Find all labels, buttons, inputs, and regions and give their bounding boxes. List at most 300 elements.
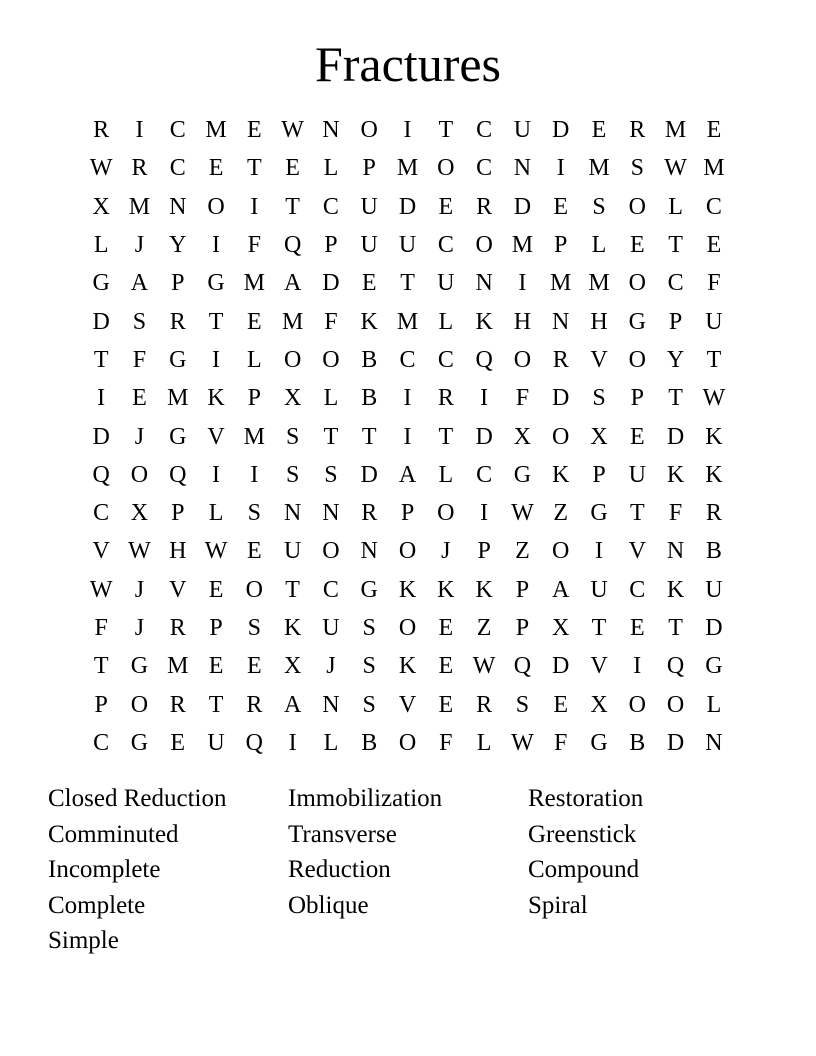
grid-letter: P	[247, 385, 262, 412]
grid-letter: O	[398, 729, 417, 756]
grid-row	[82, 264, 733, 302]
grid-letter: O	[322, 346, 340, 373]
grid-letter: E	[438, 653, 454, 680]
grid-letter: M	[205, 117, 227, 144]
grid-letter: E	[208, 653, 224, 680]
grid-letter: D	[666, 423, 685, 450]
grid-letter: U	[322, 615, 340, 641]
grid-letter: H	[513, 308, 532, 335]
grid-letter: P	[400, 500, 415, 527]
grid-letter: I	[480, 385, 489, 412]
grid-letter: C	[705, 193, 722, 220]
grid-letter: L	[247, 346, 262, 373]
grid-letter: R	[246, 691, 263, 718]
grid-letter: J	[441, 538, 451, 565]
grid-letter: T	[285, 193, 300, 220]
grid-letter: T	[208, 691, 224, 718]
grid-letter: R	[476, 691, 493, 718]
grid-row	[82, 379, 733, 417]
grid-letter: E	[591, 117, 607, 144]
grid-letter: W	[664, 155, 687, 182]
grid-letter: G	[590, 500, 608, 527]
grid-letter: I	[518, 270, 527, 297]
grid-letter: R	[705, 500, 722, 527]
grid-letter: O	[398, 538, 417, 565]
grid-letter: I	[288, 729, 297, 756]
grid-letter: S	[324, 461, 338, 488]
grid-row	[82, 302, 733, 340]
grid-letter: K	[666, 576, 685, 603]
word-list-item: Closed Reduction	[48, 785, 227, 812]
grid-letter: E	[247, 538, 262, 565]
grid-letter: S	[362, 615, 376, 641]
grid-letter: M	[243, 270, 265, 297]
grid-letter: F	[439, 729, 453, 756]
grid-letter: L	[323, 385, 339, 412]
grid-letter: W	[511, 500, 534, 527]
grid-letter: I	[212, 461, 221, 488]
grid-letter: U	[207, 729, 225, 756]
grid-row	[82, 341, 733, 379]
grid-letter: D	[666, 729, 685, 756]
grid-letter: G	[207, 270, 225, 297]
grid-letter: L	[438, 308, 454, 335]
grid-row	[82, 226, 733, 264]
grid-letter: E	[629, 232, 645, 259]
grid-letter: D	[552, 385, 570, 412]
grid-letter: L	[323, 155, 339, 182]
grid-letter: E	[247, 117, 262, 144]
grid-letter: C	[476, 155, 493, 182]
grid-letter: P	[171, 500, 185, 527]
grid-letter: B	[361, 729, 378, 756]
grid-letter: T	[285, 576, 300, 603]
grid-letter: P	[668, 308, 683, 335]
grid-letter: A	[552, 576, 570, 603]
grid-letter: V	[628, 538, 646, 565]
grid-letter: O	[437, 155, 455, 182]
grid-letter: M	[396, 308, 419, 335]
grid-letter: G	[169, 423, 187, 450]
grid-letter: D	[322, 270, 340, 297]
grid-letter: G	[513, 461, 532, 488]
grid-letter: O	[360, 117, 378, 144]
grid-letter: E	[208, 576, 224, 603]
grid-letter: G	[130, 729, 149, 756]
grid-row	[82, 532, 733, 570]
grid-letter: M	[167, 653, 189, 680]
grid-letter: L	[323, 729, 339, 756]
grid-letter: L	[208, 500, 224, 527]
grid-letter: E	[553, 193, 569, 220]
grid-letter: E	[285, 155, 300, 182]
grid-letter: R	[476, 193, 493, 220]
grid-letter: I	[403, 385, 412, 412]
grid-letter: N	[552, 308, 570, 335]
grid-letter: N	[360, 538, 378, 565]
grid-letter: S	[592, 193, 606, 220]
grid-letter: K	[207, 385, 225, 412]
grid-letter: S	[247, 500, 262, 527]
word-list-item: Restoration	[528, 785, 644, 812]
grid-letter: F	[554, 729, 568, 756]
grid-letter: K	[475, 308, 493, 335]
grid-letter: E	[170, 729, 186, 756]
grid-letter: I	[480, 500, 489, 527]
grid-letter: I	[633, 653, 642, 680]
word-list-item: Oblique	[288, 891, 369, 919]
grid-letter: S	[247, 615, 262, 641]
grid-letter: G	[628, 308, 646, 335]
grid-letter: K	[437, 576, 455, 603]
grid-letter: K	[705, 461, 723, 488]
grid-letter: D	[513, 193, 532, 220]
grid-letter: S	[515, 691, 530, 718]
grid-letter: L	[668, 193, 683, 220]
grid-letter: K	[398, 576, 417, 603]
grid-letter: I	[595, 538, 603, 565]
grid-letter: P	[209, 615, 223, 641]
grid-letter: O	[245, 576, 263, 603]
grid-letter: D	[92, 308, 110, 335]
grid-letter: U	[360, 193, 378, 220]
grid-letter: W	[472, 653, 496, 680]
grid-letter: O	[130, 461, 149, 488]
grid-letter: D	[398, 193, 417, 220]
grid-letter: P	[630, 385, 644, 412]
grid-letter: Z	[515, 538, 530, 565]
grid-letter: N	[283, 500, 302, 527]
grid-letter: J	[134, 232, 145, 259]
grid-letter: P	[362, 155, 376, 182]
word-list	[48, 781, 768, 959]
grid-row	[82, 188, 733, 226]
grid-letter: K	[705, 423, 723, 450]
grid-letter: U	[628, 461, 646, 488]
grid-row	[82, 417, 733, 455]
grid-letter: R	[361, 500, 378, 527]
grid-letter: O	[475, 232, 493, 259]
grid-letter: T	[668, 615, 683, 641]
grid-letter: J	[134, 576, 145, 603]
grid-letter: U	[437, 270, 455, 297]
grid-letter: I	[212, 346, 221, 373]
grid-letter: P	[515, 615, 530, 641]
grid-letter: A	[130, 270, 149, 297]
word-list-item: Greenstick	[528, 820, 637, 848]
grid-letter: O	[628, 193, 646, 220]
grid-letter: S	[592, 385, 606, 412]
grid-letter: O	[283, 346, 302, 373]
grid-letter: M	[550, 270, 572, 297]
grid-letter: I	[250, 193, 259, 220]
grid-letter: F	[707, 270, 721, 297]
grid-letter: I	[403, 117, 412, 144]
grid-letter: F	[515, 385, 530, 412]
grid-letter: V	[398, 691, 417, 718]
grid-letter: P	[171, 270, 185, 297]
grid-letter: D	[552, 117, 570, 144]
grid-letter: O	[398, 615, 417, 641]
grid-letter: V	[92, 538, 110, 565]
grid-letter: C	[169, 155, 186, 182]
grid-letter: C	[169, 117, 186, 144]
grid-letter: N	[169, 193, 187, 220]
word-list-item: Simple	[48, 927, 119, 954]
word-list-item: Transverse	[288, 820, 397, 848]
grid-letter: M	[588, 155, 610, 182]
grid-letter: W	[281, 117, 304, 144]
grid-letter: O	[552, 538, 570, 565]
grid-letter: M	[588, 270, 610, 297]
grid-letter: Z	[476, 615, 492, 641]
grid-letter: Q	[245, 729, 263, 756]
grid-letter: Q	[283, 232, 302, 259]
word-list-item: Complete	[48, 891, 146, 919]
grid-letter: M	[243, 423, 265, 450]
grid-letter: M	[281, 308, 304, 335]
grid-letter: C	[93, 729, 110, 756]
grid-letter: F	[94, 615, 108, 641]
grid-letter: M	[511, 232, 534, 259]
grid-letter: T	[629, 500, 645, 527]
grid-letter: T	[438, 117, 454, 144]
grid-letter: W	[128, 538, 151, 565]
grid-letter: S	[630, 155, 644, 182]
grid-letter: N	[322, 500, 340, 527]
grid-letter: C	[667, 270, 684, 297]
grid-letter: M	[167, 385, 189, 412]
grid-letter: J	[134, 615, 145, 641]
grid-letter: O	[628, 691, 646, 718]
grid-letter: D	[92, 423, 110, 450]
grid-letter: S	[285, 423, 300, 450]
grid-letter: E	[132, 385, 147, 412]
grid-letter: E	[706, 232, 722, 259]
grid-letter: K	[360, 308, 378, 335]
grid-letter: N	[705, 729, 723, 756]
grid-letter: N	[666, 538, 685, 565]
grid-letter: T	[400, 270, 415, 297]
grid-letter: O	[628, 346, 646, 373]
grid-letter: X	[92, 193, 110, 220]
grid-letter: N	[475, 270, 493, 297]
grid-letter: M	[396, 155, 419, 182]
grid-row	[82, 609, 733, 647]
grid-letter: O	[207, 193, 225, 220]
grid-row	[82, 571, 733, 609]
grid-letter: M	[664, 117, 687, 144]
grid-letter: E	[438, 615, 454, 641]
grid-letter: E	[247, 308, 262, 335]
grid-letter: M	[128, 193, 151, 220]
grid-letter: D	[705, 615, 723, 641]
grid-letter: H	[169, 538, 187, 565]
grid-letter: K	[666, 461, 685, 488]
grid-letter: E	[553, 691, 569, 718]
letter-grid	[82, 111, 733, 762]
grid-letter: O	[666, 691, 685, 718]
grid-letter: C	[93, 500, 110, 527]
grid-letter: U	[705, 576, 723, 603]
grid-letter: C	[322, 576, 339, 603]
grid-letter: Q	[169, 461, 187, 488]
grid-letter: B	[361, 346, 378, 373]
grid-letter: V	[590, 653, 608, 680]
grid-letter: X	[513, 423, 532, 450]
grid-letter: U	[513, 117, 532, 144]
grid-letter: T	[706, 346, 722, 373]
grid-letter: J	[326, 653, 336, 680]
grid-letter: E	[247, 653, 262, 680]
grid-letter: O	[130, 691, 149, 718]
page-title: Fractures	[314, 36, 502, 92]
grid-letter: T	[93, 346, 109, 373]
grid-letter: F	[247, 232, 262, 259]
grid-letter: Y	[666, 346, 685, 373]
grid-letter: O	[437, 500, 455, 527]
grid-letter: U	[590, 576, 608, 603]
grid-letter: D	[475, 423, 493, 450]
grid-letter: P	[324, 232, 338, 259]
grid-letter: M	[703, 155, 725, 182]
grid-letter: R	[93, 117, 110, 144]
grid-letter: L	[706, 691, 722, 718]
grid-letter: O	[322, 538, 340, 565]
grid-letter: G	[130, 653, 149, 680]
grid-letter: X	[283, 653, 302, 680]
grid-letter: K	[283, 615, 302, 641]
grid-letter: R	[131, 155, 148, 182]
grid-letter: R	[169, 308, 186, 335]
grid-letter: F	[668, 500, 683, 527]
grid-letter: E	[208, 155, 224, 182]
grid-row	[82, 149, 733, 187]
grid-letter: W	[89, 576, 113, 603]
grid-letter: L	[438, 461, 454, 488]
grid-letter: E	[629, 615, 645, 641]
grid-letter: C	[437, 346, 454, 373]
word-list-item: Immobilization	[288, 785, 443, 812]
grid-letter: P	[554, 232, 568, 259]
grid-letter: G	[705, 653, 723, 680]
grid-letter: L	[93, 232, 109, 259]
grid-letter: R	[552, 346, 569, 373]
grid-letter: C	[437, 232, 454, 259]
grid-letter: E	[438, 691, 454, 718]
grid-letter: V	[169, 576, 187, 603]
grid-letter: W	[89, 155, 113, 182]
grid-letter: O	[552, 423, 570, 450]
grid-letter: S	[285, 461, 300, 488]
grid-letter: T	[668, 232, 683, 259]
grid-letter: D	[360, 461, 378, 488]
grid-letter: B	[629, 729, 646, 756]
grid-letter: K	[552, 461, 570, 488]
grid-letter: I	[250, 461, 259, 488]
grid-letter: A	[283, 270, 302, 297]
grid-letter: X	[130, 500, 149, 527]
grid-row	[82, 456, 733, 494]
grid-letter: R	[169, 691, 186, 718]
grid-letter: S	[362, 691, 376, 718]
grid-letter: B	[705, 538, 722, 565]
grid-letter: Q	[92, 461, 110, 488]
grid-letter: C	[399, 346, 416, 373]
grid-letter: O	[628, 270, 646, 297]
grid-letter: G	[92, 270, 110, 297]
grid-letter: F	[132, 346, 147, 373]
grid-letter: Z	[553, 500, 569, 527]
grid-letter: Y	[169, 232, 187, 259]
grid-letter: A	[283, 691, 302, 718]
grid-letter: W	[702, 385, 726, 412]
grid-letter: P	[94, 691, 108, 718]
grid-letter: S	[362, 653, 376, 680]
grid-letter: C	[476, 461, 493, 488]
grid-letter: T	[323, 423, 339, 450]
grid-letter: W	[511, 729, 534, 756]
grid-letter: L	[591, 232, 607, 259]
grid-letter: A	[398, 461, 417, 488]
grid-letter: T	[438, 423, 454, 450]
grid-letter: C	[322, 193, 339, 220]
grid-letter: U	[398, 232, 417, 259]
grid-letter: T	[361, 423, 377, 450]
grid-letter: Q	[666, 653, 685, 680]
grid-letter: N	[322, 691, 340, 718]
grid-letter: E	[629, 423, 645, 450]
grid-letter: V	[590, 346, 608, 373]
grid-letter: U	[705, 308, 723, 335]
grid-letter: P	[592, 461, 606, 488]
grid-letter: T	[591, 615, 607, 641]
grid-letter: H	[590, 308, 608, 335]
grid-letter: P	[515, 576, 530, 603]
grid-letter: E	[706, 117, 722, 144]
grid-letter: Q	[475, 346, 493, 373]
grid-row	[82, 724, 733, 762]
grid-letter: W	[204, 538, 228, 565]
grid-letter: O	[513, 346, 532, 373]
grid-letter: T	[247, 155, 262, 182]
grid-letter: E	[361, 270, 377, 297]
grid-row	[82, 494, 733, 532]
grid-letter: I	[97, 385, 106, 412]
grid-letter: I	[212, 232, 221, 259]
grid-letter: X	[552, 615, 570, 641]
grid-row	[82, 111, 733, 149]
grid-letter: X	[590, 423, 608, 450]
grid-letter: I	[135, 117, 144, 144]
word-list-item: Incomplete	[48, 856, 161, 883]
grid-letter: P	[477, 538, 491, 565]
grid-letter: T	[668, 385, 683, 412]
grid-letter: S	[132, 308, 147, 335]
grid-letter: N	[513, 155, 532, 182]
grid-letter: T	[93, 653, 109, 680]
grid-letter: X	[590, 691, 608, 718]
word-list-item: Comminuted	[48, 820, 179, 848]
grid-letter: G	[590, 729, 608, 756]
grid-letter: I	[556, 155, 565, 182]
grid-letter: T	[208, 308, 224, 335]
grid-letter: G	[169, 346, 187, 373]
word-list-item: Compound	[528, 856, 640, 883]
grid-letter: K	[475, 576, 493, 603]
grid-letter: I	[403, 423, 412, 450]
grid-row	[82, 685, 733, 723]
